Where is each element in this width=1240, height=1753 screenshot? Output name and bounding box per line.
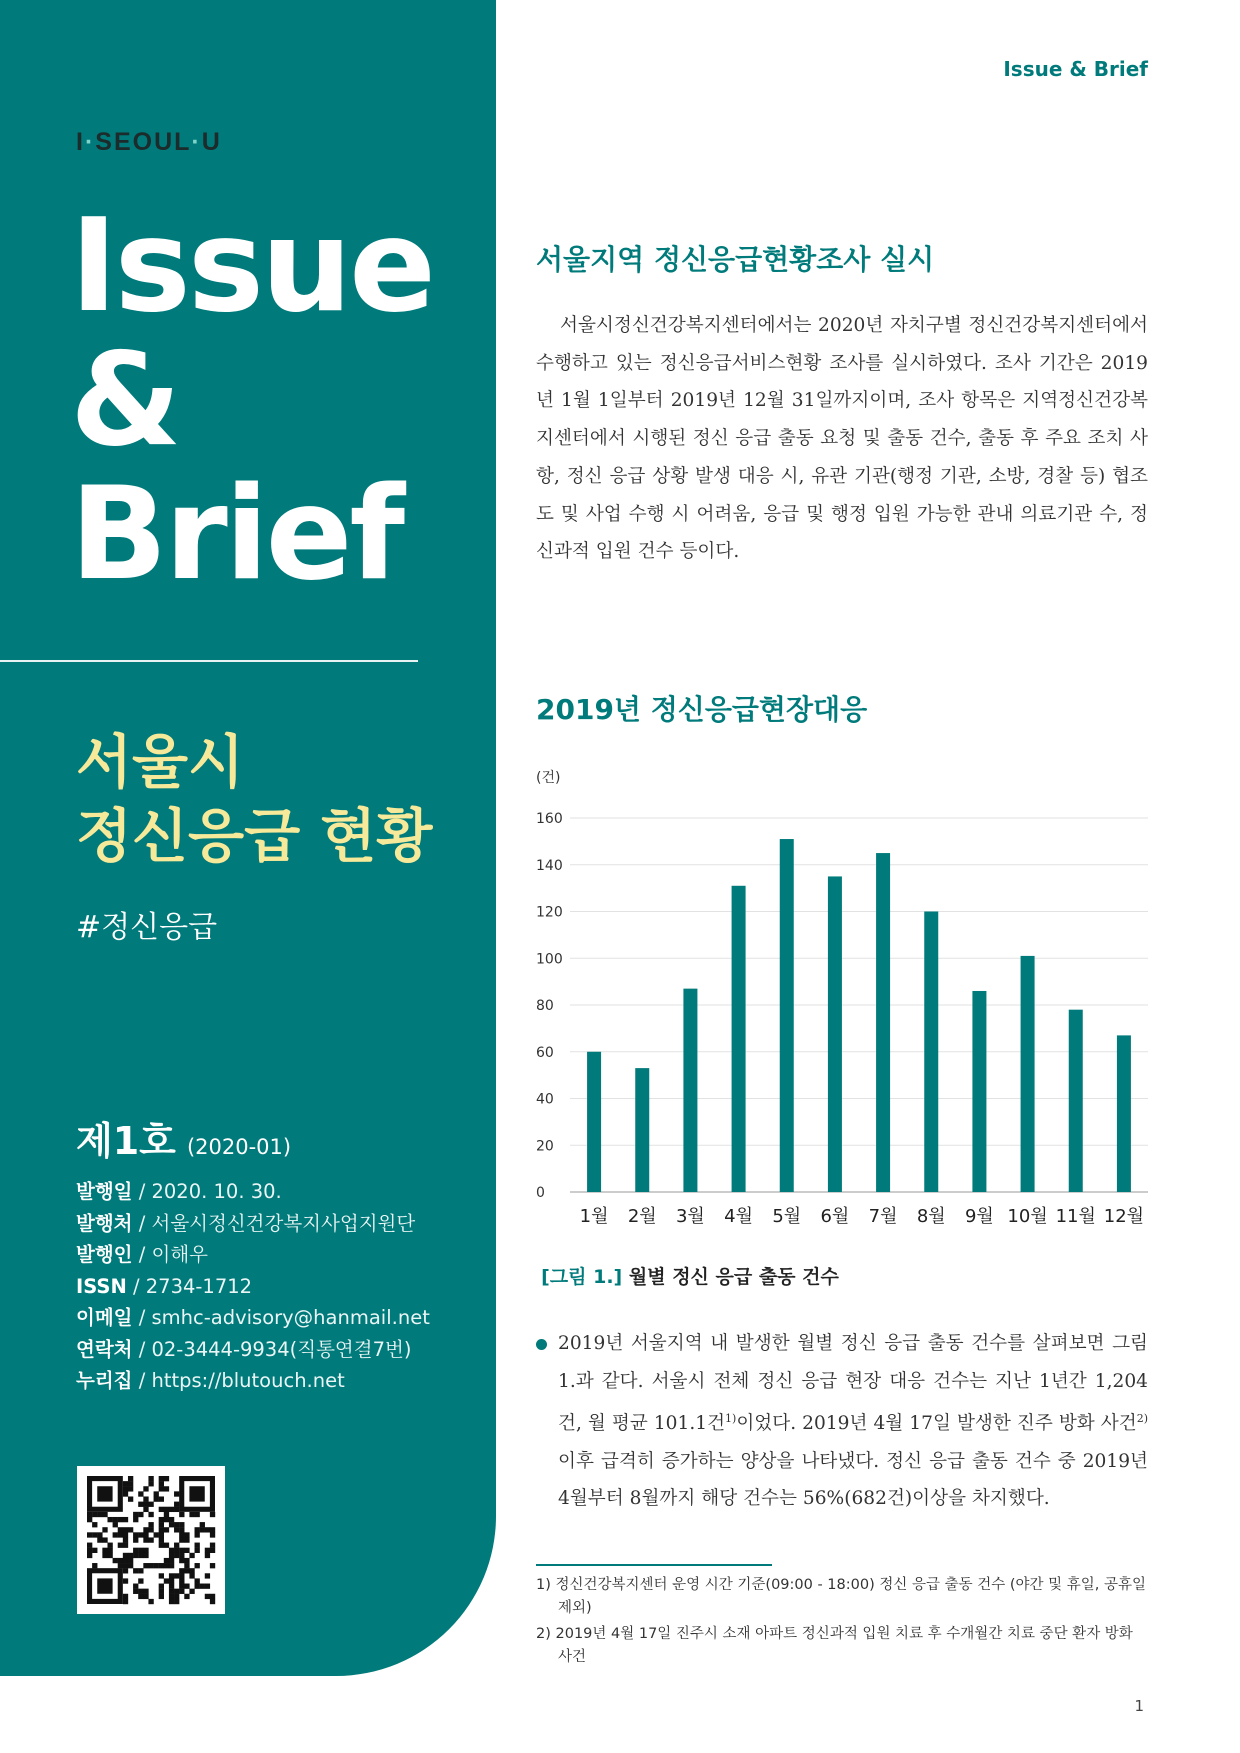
qr-code[interactable]	[77, 1466, 225, 1614]
qr-module	[148, 1512, 153, 1517]
y-tick-label: 100	[536, 951, 563, 968]
qr-module	[169, 1578, 174, 1583]
qr-module	[179, 1568, 184, 1573]
qr-module	[210, 1543, 215, 1548]
qr-module	[123, 1537, 128, 1542]
footnote-ref[interactable]: 1)	[725, 1412, 737, 1425]
qr-module	[179, 1522, 184, 1527]
qr-module	[189, 1568, 194, 1573]
y-tick-label: 160	[536, 811, 563, 827]
qr-module	[102, 1553, 107, 1558]
qr-module	[107, 1517, 112, 1522]
qr-module	[174, 1522, 179, 1527]
qr-module	[113, 1558, 118, 1563]
cover-sidebar	[0, 0, 496, 1676]
qr-module	[169, 1573, 174, 1578]
qr-module	[154, 1491, 159, 1496]
qr-module	[97, 1532, 102, 1537]
masthead-line: &	[70, 326, 179, 475]
qr-module	[159, 1543, 164, 1548]
x-tick-label: 4월	[724, 1206, 754, 1227]
qr-module	[159, 1517, 164, 1522]
qr-module	[143, 1486, 148, 1491]
qr-module	[143, 1527, 148, 1532]
qr-module	[92, 1563, 97, 1568]
meta-key: 이메일	[76, 1306, 133, 1329]
meta-value: / 2020. 10. 30.	[132, 1180, 282, 1203]
bar	[972, 991, 986, 1192]
footnote: 1) 정신건강복지센터 운영 시간 기준(09:00 - 18:00) 정신 응급 출동 건수 (야간 및 휴일, 공휴일 제외)	[536, 1577, 1147, 1616]
issue-title-line: 정신응급 현황	[76, 802, 433, 870]
qr-module	[210, 1599, 215, 1604]
qr-module	[200, 1527, 205, 1532]
qr-module	[200, 1522, 205, 1527]
qr-module	[174, 1594, 179, 1599]
bar	[780, 839, 794, 1192]
qr-module	[138, 1502, 143, 1507]
meta-key: 발행처	[76, 1211, 133, 1235]
seoul-logo: I·SEOUL·U	[76, 128, 222, 156]
qr-module	[102, 1527, 107, 1532]
bar	[635, 1068, 649, 1192]
qr-module	[143, 1563, 148, 1568]
qr-module	[195, 1584, 200, 1589]
qr-module	[123, 1517, 128, 1522]
qr-module	[159, 1486, 164, 1491]
qr-module	[195, 1527, 200, 1532]
meta-key: 발행인	[76, 1243, 133, 1266]
qr-module	[169, 1517, 174, 1522]
qr-module	[143, 1507, 148, 1512]
qr-module	[164, 1543, 169, 1548]
qr-module	[184, 1584, 189, 1589]
qr-module	[164, 1517, 169, 1522]
qr-module	[174, 1491, 179, 1496]
qr-module	[143, 1553, 148, 1558]
qr-module	[210, 1527, 215, 1532]
qr-module	[159, 1507, 164, 1512]
qr-module	[189, 1573, 194, 1578]
qr-module	[102, 1512, 107, 1517]
qr-module	[123, 1553, 128, 1558]
qr-module	[123, 1563, 128, 1568]
figure-caption-text: 월별 정신 응급 출동 건수	[622, 1266, 839, 1288]
qr-module	[133, 1589, 138, 1594]
qr-module	[205, 1548, 210, 1553]
bar	[828, 876, 842, 1192]
qr-module	[200, 1584, 205, 1589]
issue-number-block	[76, 1110, 291, 1165]
qr-module	[195, 1548, 200, 1553]
qr-module	[174, 1548, 179, 1553]
qr-module	[174, 1573, 179, 1578]
qr-module	[164, 1476, 169, 1481]
qr-module	[195, 1543, 200, 1548]
qr-module	[179, 1527, 184, 1532]
qr-module	[123, 1486, 128, 1491]
x-tick-label: 2월	[627, 1206, 657, 1227]
y-axis-unit: (건)	[536, 770, 561, 786]
qr-module	[159, 1496, 164, 1501]
website-link[interactable]: / https://blutouch.net	[132, 1369, 345, 1392]
qr-module	[184, 1563, 189, 1568]
qr-module	[179, 1573, 184, 1578]
x-tick-label: 7월	[868, 1206, 898, 1227]
bar	[587, 1052, 601, 1192]
qr-module	[169, 1584, 174, 1589]
qr-module	[169, 1548, 174, 1553]
qr-module	[133, 1553, 138, 1558]
qr-module	[164, 1558, 169, 1563]
meta-row	[76, 1365, 430, 1397]
qr-module	[148, 1502, 153, 1507]
qr-module	[107, 1543, 112, 1548]
qr-module	[148, 1522, 153, 1527]
qr-module	[128, 1553, 133, 1558]
qr-module	[138, 1553, 143, 1558]
qr-module	[174, 1507, 179, 1512]
qr-module	[195, 1563, 200, 1568]
qr-module	[143, 1594, 148, 1599]
qr-module	[143, 1548, 148, 1553]
qr-module	[164, 1507, 169, 1512]
qr-module	[123, 1568, 128, 1573]
qr-module	[143, 1496, 148, 1501]
qr-module	[179, 1548, 184, 1553]
chart-title: 2019년 정신응급현장대응	[536, 693, 868, 726]
qr-module	[195, 1578, 200, 1583]
qr-module	[179, 1558, 184, 1563]
issue-title-line: 서울시	[76, 728, 245, 796]
qr-module	[102, 1548, 107, 1553]
qr-module	[128, 1558, 133, 1563]
bar	[876, 853, 890, 1192]
section-title: 서울지역 정신응급현황조사 실시	[536, 243, 935, 276]
meta-key: ISSN	[76, 1274, 127, 1298]
qr-module	[159, 1532, 164, 1537]
x-tick-label: 9월	[964, 1206, 994, 1227]
qr-module	[159, 1594, 164, 1599]
qr-module	[159, 1476, 164, 1481]
qr-module	[133, 1532, 138, 1537]
footnotes	[536, 1574, 1148, 1672]
qr-module	[148, 1563, 153, 1568]
y-tick-label: 0	[536, 1185, 545, 1201]
qr-module	[102, 1537, 107, 1542]
meta-row	[76, 1208, 430, 1240]
meta-key: 연락처	[76, 1337, 133, 1361]
bullet-text: 이후 급격히 증가하는 양상을 나타냈다. 정신 응급 출동 건수 중 2019년 4월부터 8월까지 해당 건수는 56%(682건)이상을 차지했다.	[558, 1450, 1148, 1510]
qr-module	[128, 1486, 133, 1491]
figure-tag: [그림 1.]	[541, 1266, 623, 1288]
x-tick-label: 6월	[820, 1206, 850, 1227]
qr-module	[184, 1558, 189, 1563]
qr-module	[189, 1589, 194, 1594]
qr-module	[143, 1537, 148, 1542]
qr-module	[118, 1532, 123, 1537]
qr-module	[133, 1584, 138, 1589]
qr-module	[174, 1527, 179, 1532]
x-tick-label: 11월	[1055, 1206, 1096, 1227]
meta-value: / 2734-1712	[126, 1274, 253, 1298]
qr-module	[159, 1537, 164, 1542]
bullet-text: 이었다. 2019년 4월 17일 발생한 진주 방화 사건	[736, 1413, 1137, 1435]
sidebar-divider	[0, 660, 418, 662]
qr-module	[97, 1578, 112, 1593]
summary-bullet	[536, 1325, 1148, 1518]
qr-module	[179, 1578, 184, 1583]
qr-module	[87, 1532, 92, 1537]
y-tick-label: 120	[536, 904, 563, 921]
meta-key: 누리집	[76, 1369, 133, 1392]
page-number: 1	[1134, 1697, 1144, 1715]
issue-number: 제1호	[76, 1119, 176, 1163]
qr-module	[189, 1486, 204, 1501]
qr-module	[174, 1543, 179, 1548]
qr-module	[184, 1537, 189, 1542]
qr-module	[184, 1568, 189, 1573]
x-tick-label: 10월	[1007, 1206, 1048, 1227]
footnote: 2) 2019년 4월 17일 진주시 소재 아파트 정신과적 입원 치료 후 수개월간 치료 중단 환자 방화 사건	[536, 1626, 1133, 1665]
qr-module	[148, 1527, 153, 1532]
qr-module	[118, 1563, 123, 1568]
y-tick-label: 40	[536, 1091, 554, 1108]
qr-module	[154, 1563, 159, 1568]
qr-module	[138, 1589, 143, 1594]
meta-row	[76, 1302, 430, 1334]
qr-module	[159, 1589, 164, 1594]
qr-module	[148, 1537, 153, 1542]
meta-key: 발행일	[76, 1180, 133, 1203]
qr-module	[169, 1558, 174, 1563]
qr-module	[97, 1486, 112, 1501]
qr-module	[205, 1553, 210, 1558]
qr-module	[87, 1517, 92, 1522]
qr-module	[205, 1573, 210, 1578]
masthead	[70, 192, 433, 609]
monthly-dispatch-bar-chart	[530, 758, 1150, 1238]
qr-module	[159, 1527, 164, 1532]
qr-module	[159, 1563, 164, 1568]
qr-module	[92, 1522, 97, 1527]
qr-module	[169, 1594, 174, 1599]
meta-value: / 02-3444-9934(직통연결7번)	[132, 1337, 412, 1361]
qr-module	[128, 1527, 133, 1532]
qr-module	[138, 1594, 143, 1599]
qr-module	[210, 1532, 215, 1537]
qr-module	[174, 1589, 179, 1594]
qr-module	[205, 1584, 210, 1589]
qr-module	[210, 1563, 215, 1568]
qr-module	[133, 1512, 138, 1517]
qr-module	[128, 1481, 133, 1486]
qr-module	[195, 1512, 200, 1517]
qr-module	[97, 1537, 102, 1542]
qr-module	[128, 1563, 133, 1568]
qr-module	[113, 1532, 118, 1537]
qr-module	[133, 1537, 138, 1542]
qr-module	[143, 1589, 148, 1594]
qr-module	[169, 1599, 174, 1604]
qr-module	[123, 1599, 128, 1604]
qr-module	[184, 1548, 189, 1553]
y-tick-label: 20	[536, 1138, 554, 1155]
qr-module	[143, 1532, 148, 1537]
meta-value: / 이해우	[132, 1243, 208, 1266]
bar	[924, 912, 938, 1193]
qr-module	[174, 1599, 179, 1604]
qr-module	[174, 1502, 179, 1507]
footnote-ref[interactable]: 2)	[1136, 1412, 1148, 1425]
x-tick-label: 5월	[772, 1206, 802, 1227]
qr-module	[164, 1486, 169, 1491]
qr-module	[205, 1527, 210, 1532]
qr-module	[92, 1548, 97, 1553]
footnote-rule	[536, 1564, 772, 1566]
qr-module	[159, 1573, 164, 1578]
qr-module	[210, 1594, 215, 1599]
y-tick-label: 80	[536, 998, 554, 1014]
qr-module	[138, 1568, 143, 1573]
qr-module	[148, 1476, 153, 1481]
qr-module	[118, 1527, 123, 1532]
qr-module	[133, 1517, 138, 1522]
qr-module	[118, 1558, 123, 1563]
y-tick-label: 140	[536, 857, 563, 874]
meta-value: / 서울시정신건강복지사업지원단	[132, 1211, 416, 1235]
qr-module	[159, 1584, 164, 1589]
qr-module	[113, 1517, 118, 1522]
x-tick-label: 8월	[916, 1206, 946, 1227]
qr-module	[169, 1522, 174, 1527]
qr-module	[123, 1491, 128, 1496]
bar	[1069, 1010, 1083, 1192]
qr-module	[133, 1568, 138, 1573]
qr-module	[210, 1548, 215, 1553]
running-title: Issue & Brief	[1003, 57, 1148, 81]
qr-module	[138, 1532, 143, 1537]
bar	[1021, 956, 1035, 1192]
qr-module	[118, 1517, 123, 1522]
qr-module	[164, 1578, 169, 1583]
bar	[732, 886, 746, 1192]
qr-module	[159, 1522, 164, 1527]
qr-module	[179, 1589, 184, 1594]
qr-module	[97, 1512, 102, 1517]
qr-module	[164, 1512, 169, 1517]
x-tick-label: 12월	[1103, 1206, 1145, 1227]
bar	[683, 989, 697, 1192]
qr-module	[87, 1548, 92, 1553]
bullet-text: 2019년 서울지역 내 발생한 월별 정신 응급 출동 건수를 살펴보면 그림1.과 같다. 서울시 전체 정신 응급 현장 대응 건수는 지난 1년간 1,204건, 월 평균 101.1건	[558, 1333, 1148, 1435]
qr-module	[169, 1589, 174, 1594]
qr-module	[154, 1496, 159, 1501]
qr-module	[195, 1532, 200, 1537]
qr-module	[148, 1481, 153, 1486]
qr-module	[118, 1543, 123, 1548]
hashtag: #정신응급	[76, 910, 218, 945]
masthead-line: Brief	[70, 460, 403, 609]
qr-module	[133, 1548, 138, 1553]
masthead-line: Issue	[70, 192, 433, 341]
qr-module	[92, 1532, 97, 1537]
meta-row	[76, 1176, 430, 1208]
qr-module	[179, 1537, 184, 1542]
qr-module	[138, 1491, 143, 1496]
qr-module	[184, 1532, 189, 1537]
qr-module	[87, 1543, 92, 1548]
qr-module	[128, 1476, 133, 1481]
issue-date: (2020-01)	[186, 1135, 292, 1159]
qr-module	[123, 1578, 128, 1583]
qr-module	[123, 1558, 128, 1563]
qr-module	[138, 1512, 143, 1517]
qr-module	[138, 1548, 143, 1553]
qr-module	[174, 1553, 179, 1558]
qr-module	[87, 1512, 92, 1517]
qr-code-image	[77, 1466, 225, 1614]
qr-module	[123, 1532, 128, 1537]
qr-module	[123, 1594, 128, 1599]
qr-module	[179, 1532, 184, 1537]
qr-module	[169, 1553, 174, 1558]
qr-module	[189, 1512, 194, 1517]
qr-module	[169, 1507, 174, 1512]
intro-paragraph: 서울시정신건강복지센터에서는 2020년 자치구별 정신건강복지센터에서 수행하고 있는 정신응급서비스현황 조사를 실시하였다. 조사 기간은 2019년 1월 1일부터 2019년 12월 31일까지이며, 조사 항목은 지역정신건강복지센터에서 시행된 정신 응급 출동 요청 및 출동 건수, 출동 후 주요 조치 사항, 정신 응급 상황 발생 대응 시, 유관 기관(행정 기관, 소방, 경찰 등) 협조도 및 사업 수행 시 어려움, 응급 및 행정 입원 가능한 관내 의료기관 수, 정신과적 입원 건수 등이다.	[536, 315, 1148, 563]
qr-module	[159, 1481, 164, 1486]
x-tick-label: 3월	[675, 1206, 705, 1227]
email-link[interactable]: / smhc-advisory@hanmail.net	[132, 1306, 430, 1329]
qr-module	[210, 1512, 215, 1517]
qr-module	[189, 1553, 194, 1558]
qr-module	[179, 1553, 184, 1558]
qr-module	[138, 1578, 143, 1583]
qr-module	[148, 1599, 153, 1604]
qr-module	[143, 1502, 148, 1507]
bar	[1117, 1035, 1131, 1192]
qr-module	[123, 1543, 128, 1548]
qr-module	[179, 1512, 184, 1517]
meta-row	[76, 1334, 430, 1366]
qr-module	[123, 1527, 128, 1532]
qr-module	[107, 1548, 112, 1553]
qr-module	[205, 1594, 210, 1599]
y-tick-label: 60	[536, 1044, 554, 1061]
qr-module	[87, 1553, 92, 1558]
qr-module	[92, 1512, 97, 1517]
qr-module	[164, 1563, 169, 1568]
qr-module	[123, 1481, 128, 1486]
qr-module	[113, 1522, 118, 1527]
qr-module	[169, 1563, 174, 1568]
qr-module	[184, 1594, 189, 1599]
qr-module	[164, 1527, 169, 1532]
qr-module	[179, 1584, 184, 1589]
qr-module	[107, 1553, 112, 1558]
qr-module	[154, 1532, 159, 1537]
figure-caption	[0, 1262, 1240, 1289]
x-tick-label: 1월	[579, 1206, 609, 1227]
issue-title	[76, 725, 432, 873]
qr-module	[128, 1496, 133, 1501]
